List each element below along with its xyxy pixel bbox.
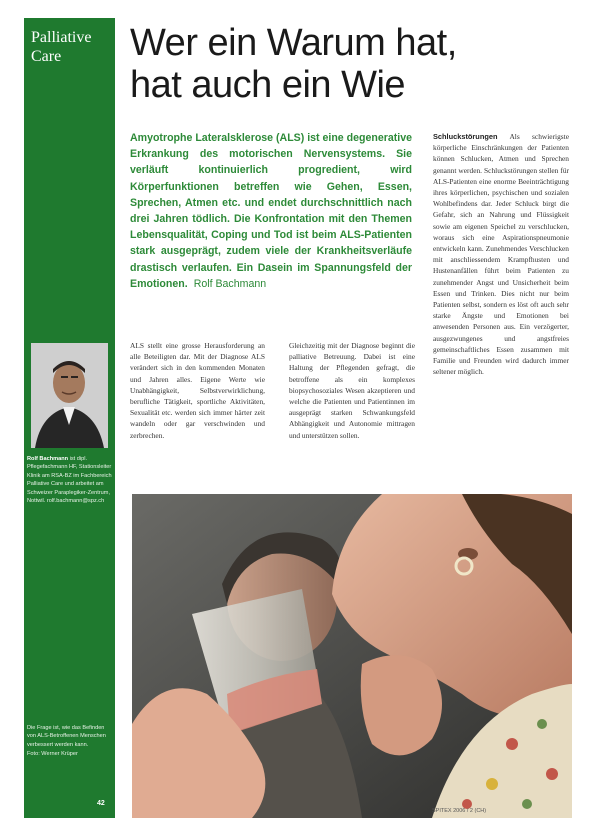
- photo-caption: [27, 724, 111, 759]
- section-label-line2: Care: [31, 48, 62, 65]
- author-bio: [27, 455, 112, 505]
- page-number: 42: [97, 800, 105, 807]
- lead-text: Amyotrophe Lateralsklerose (ALS) ist eine degenerative Erkrankung des motorischen Nervensystems. Sie verläuft kontinuierlich progredient, wird Körperfunktionen betreffen wie Gehen, Essen, Sprechen, Atmen etc. und endet durchschnittlich nach drei Jahren tödlich. Die Konfrontation mit den Themen Lebensqualität, Coping und Tod ist beim ALS-Patienten stark ausgeprägt, zudem viele der Krankheitsverläufe drastisch verlaufen. Ein Dasein im Spannungsfeld der Emotionen.: [130, 132, 413, 290]
- subheading-schluckstoerungen: Schluckstörungen: [433, 132, 498, 141]
- body-column-2: Gleichzeitig mit der Diagnose beginnt die palliative Betreuung. Dabei ist eine Haltung der Pflegenden gefragt, die betroffene als ein komplexes biopsychosoziales Wesen akzeptieren und welche die Patienten und Patientinnen im ausgeprägt starken Schwankungsfeld Abhängigkeit und Autonomie mittragen und unterstützen sollen.: [289, 341, 415, 440]
- author-bio-text: ist dipl. Pflegefachmann HF, Stationsleiter Klinik am RSA-BZ im Fachbereich Palliative Care und arbeitet am Schweizer Paraplegiker-Zentrum, Nottwil.: [27, 456, 112, 505]
- headline-line2: hat auch ein Wie: [130, 64, 406, 106]
- headline-line1: Wer ein Warum hat,: [130, 22, 457, 64]
- main-photo: [132, 494, 572, 818]
- sidebar: [24, 18, 115, 818]
- photo-credit: Foto: Werner Krüper: [27, 751, 78, 758]
- author-photo: [31, 343, 108, 448]
- footer-text: SPITEX 2006 / 2 (CH): [432, 808, 487, 814]
- lead-byline: Rolf Bachmann: [193, 277, 267, 290]
- author-email: rolf.bachmann@spz.ch: [46, 498, 105, 505]
- body-column-1: ALS stellt eine grosse Herausforderung an alle Beteiligten dar. Mit der Diagnose ALS verändert sich in den kommenden Monaten und Jahren alles. Eigene Werte wie Unabhängigkeit, Selbstverwirklichung, berufliche Tätigkeit, sportliche Aktivitäten, Sexualität etc. werden sich immer härter zeit wandeln oder gar verschwinden und zerbrechen.: [130, 341, 265, 440]
- photo-caption-text: Die Frage ist, wie das Befinden von ALS-Betroffenen Menschen verbessert werden kann.: [27, 725, 106, 748]
- section-label: [31, 28, 91, 66]
- photo-illustration: [132, 494, 572, 818]
- headline: [130, 22, 570, 106]
- lead-paragraph: [130, 130, 412, 292]
- author-name: Rolf Bachmann: [27, 456, 69, 462]
- body-column-3-text: Als schwierigste körperliche Einschränkungen der Patienten können Schlucken, Atmen und Sprechen genannt werden. Schluckstörungen stellen für ALS-Patienten eine enorme Beeinträchtigung ihres körperlichen, psychischen und sozialen Wohlbefindens dar. Jeder Schluck birgt die Gefahr, sich an Nahrung und Flüssigkeit sowie am eigenen Speichel zu verschlucken, woraus sich eine Aspirationspneumonie entwickeln kann. Zunehmendes Verschlucken mit anschliessendem Krampfhusten und Hustenanfällen führt beim Patienten zu zunehmender Angst und Unsicherheit beim Essen und Trinken. Dies nicht nur beim Patienten selbst, sondern es löst oft auch sehr starke Ängste und Emotionen bei anwesenden Personen aus. Ein verzögerter, ausgezwungenes und angstfreies gemeinschaftliches Essen zusammen mit Familie und Freunden wird dadurch immer seltener möglich.: [433, 132, 569, 377]
- section-label-line1: Palliative: [31, 29, 92, 46]
- body-column-3: [433, 131, 569, 377]
